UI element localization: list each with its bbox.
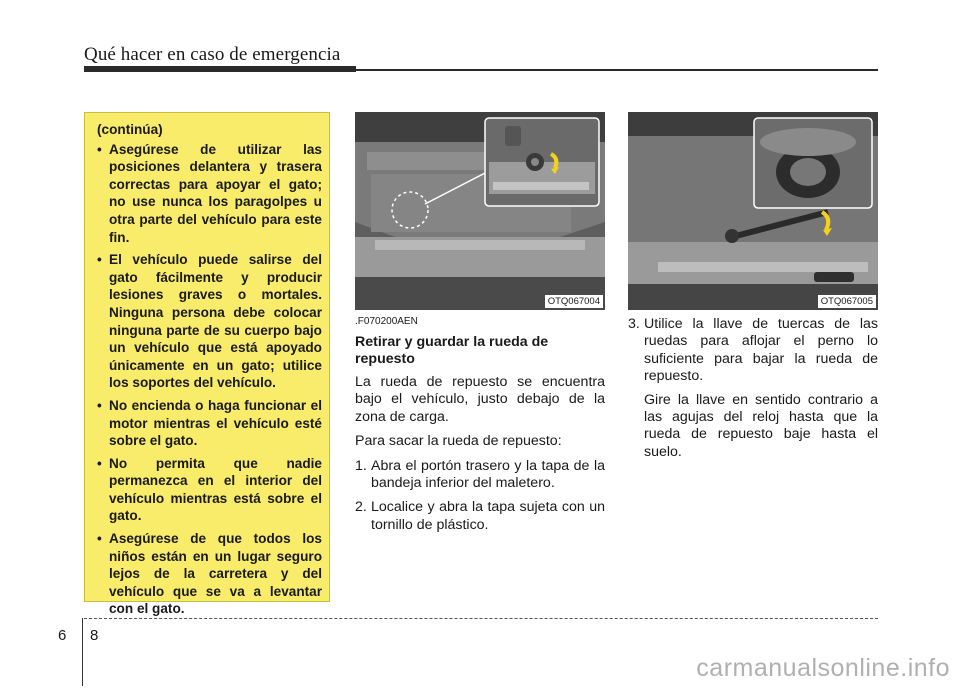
warning-list xyxy=(93,141,322,618)
header-rule-thick xyxy=(84,66,356,72)
step-text: Utilice la llave de tuercas de las ruedas para aflojar el perno lo suficiente para bajar la rueda de repuesto. xyxy=(644,316,878,385)
section-code: .F070200AEN xyxy=(355,316,418,327)
watermark-text: carmanualsonline.info xyxy=(696,654,950,682)
warning-item: • No encienda o haga funcionar el motor mientras el vehículo esté sobre el gato. xyxy=(97,397,322,449)
figure-caption: OTQ067005 xyxy=(818,295,876,308)
step-number: 2. xyxy=(355,499,367,516)
figure-spare-wheel-lowering xyxy=(628,112,878,310)
bullet-icon: • xyxy=(97,141,102,157)
step-item xyxy=(628,316,878,461)
section-intro: La rueda de repuesto se encuentra bajo el vehículo, justo debajo de la zona de carga. xyxy=(355,374,605,425)
figure-cargo-area-cover xyxy=(355,112,605,310)
bullet-icon: • xyxy=(97,455,102,471)
step-note: Gire la llave en sentido contrario a las agujas del reloj hasta que la rueda de repuesto baje hasta el suelo. xyxy=(644,391,878,460)
step-text: Localice y abra la tapa sujeta con un tornillo de plástico. xyxy=(371,499,605,533)
page-header-title: Qué hacer en caso de emergencia xyxy=(84,44,341,65)
step-text: Abra el portón trasero y la tapa de la bandeja inferior del maletero. xyxy=(371,457,605,492)
page-section-number: 6 xyxy=(58,627,67,644)
warning-continued-label: (continúa) xyxy=(97,122,163,137)
warning-item: • Asegúrese de utilizar las posiciones delantera y trasera correctas para apoyar el gato; no use nunca los paragolpes u otra parte del vehículo para este fin. xyxy=(97,141,322,245)
spare-wheel-photo xyxy=(628,112,878,310)
header-rule-thin xyxy=(356,69,878,71)
section-title: Retirar y guardar la rueda de repuesto xyxy=(355,334,549,367)
section-column-main xyxy=(355,316,605,541)
bullet-icon: • xyxy=(97,397,102,413)
warning-box xyxy=(84,112,330,617)
step-item xyxy=(355,458,605,493)
warning-item: • El vehículo puede salirse del gato fácilmente y producir lesiones graves o mortales. Ninguna persona debe colocar ninguna parte de su cuerpo bajo un vehículo que está apoyado únicamente en un gato; utilice los soportes del vehículo. xyxy=(97,252,322,391)
page-number: 8 xyxy=(90,627,99,644)
section-lead: Para sacar la rueda de repuesto: xyxy=(355,433,562,450)
warning-item: • No permita que nadie permanezca en el interior del vehículo mientras está sobre el gato. xyxy=(97,455,322,524)
footer-rule xyxy=(84,618,878,619)
step-number: 3. xyxy=(628,316,640,332)
step-item xyxy=(355,499,605,534)
cargo-area-photo xyxy=(355,112,605,310)
step-number: 1. xyxy=(355,457,367,474)
warning-item: • Asegúrese de que todos los niños están en un lugar seguro lejos de la carretera y del vehículo que se va a levantar con el gato. xyxy=(97,531,322,617)
footer-vertical-rule xyxy=(82,618,83,686)
section-column-right xyxy=(628,316,878,468)
bullet-icon: • xyxy=(97,531,102,547)
bullet-icon: • xyxy=(97,252,102,268)
figure-caption: OTQ067004 xyxy=(545,295,603,308)
